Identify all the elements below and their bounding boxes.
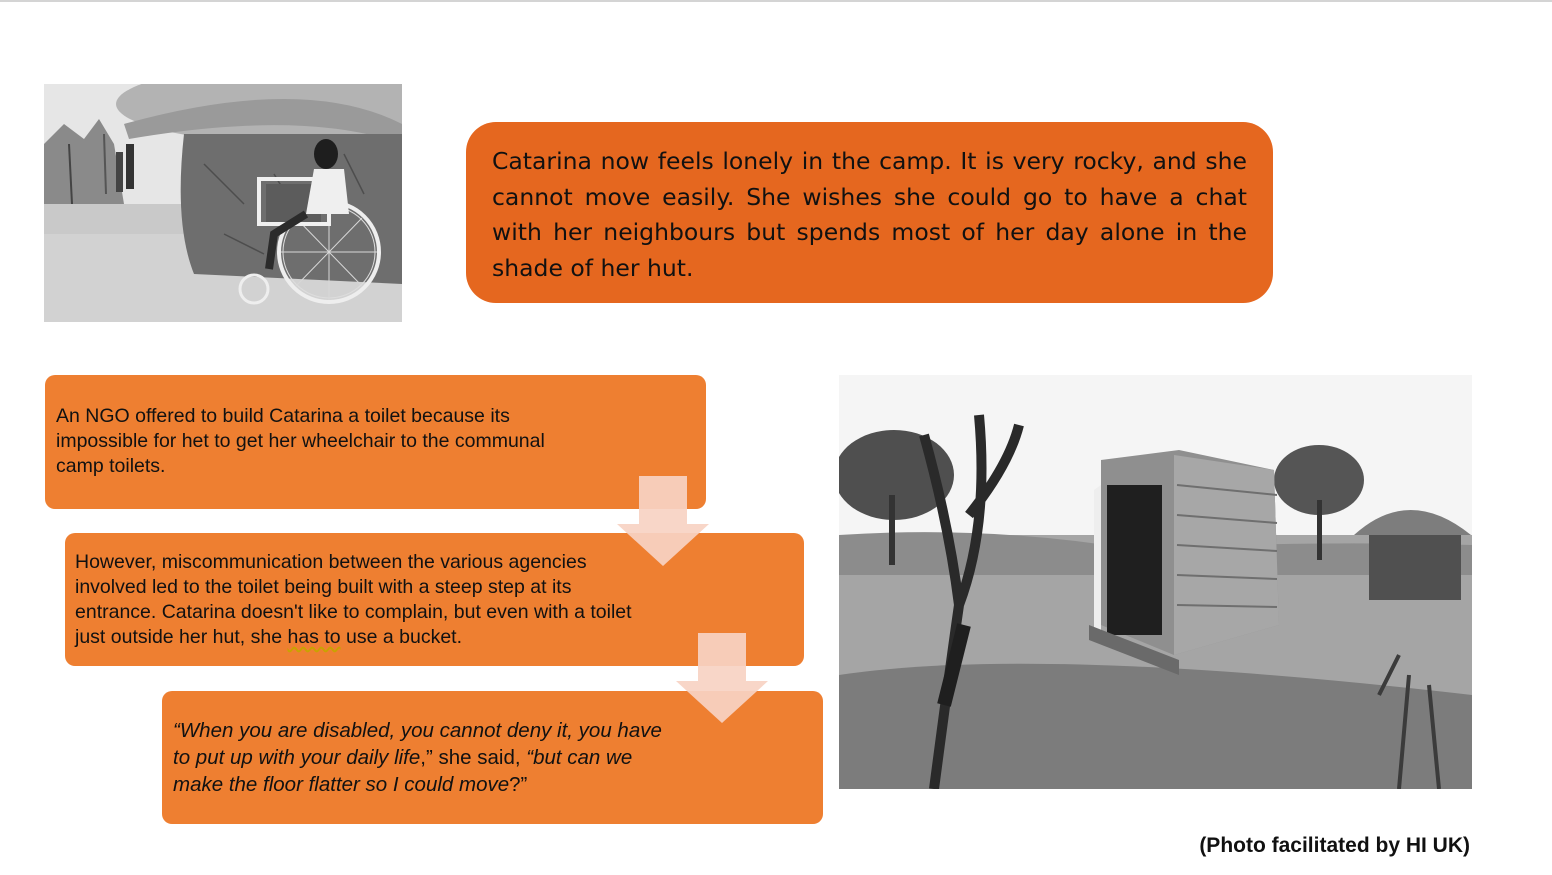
story-bubble	[466, 122, 1273, 303]
slide-top-border	[0, 0, 1552, 2]
story-text: Catarina now feels lonely in the camp. It is very rocky, and she cannot move easily. She wishes she could go to have a chat with her neighbours but spends most of her day alone in the shade of her hut.	[492, 147, 1247, 282]
quote-part-1: “When you are disabled, you cannot deny it, you have to put up with your daily life	[173, 719, 662, 769]
wheelchair-hut-photo	[44, 84, 402, 322]
miscommunication-text	[75, 550, 645, 650]
quote-attribution: ,” she said,	[420, 746, 527, 769]
process-box-ngo-offer	[45, 375, 706, 509]
photo-credit: (Photo facilitated by HI UK)	[1199, 834, 1470, 857]
flagged-word: has to	[287, 626, 341, 648]
miscommunication-text-before: However, miscommunication between the various agencies involved led to the toilet being built with a steep step at its entrance. Catarina doesn't like to complain, but even with a toilet just outside her hut, she	[75, 551, 632, 648]
down-arrow-icon	[676, 633, 768, 723]
quote-text	[173, 717, 683, 798]
miscommunication-text-after: use a bucket.	[340, 626, 463, 648]
quote-end: ?”	[509, 773, 528, 796]
ngo-offer-text: An NGO offered to build Catarina a toilet because its impossible for het to get her wheelchair to the communal camp toilets.	[56, 405, 545, 477]
quote-part-2: “but can we make the floor flatter so I could move	[173, 746, 633, 796]
down-arrow-icon	[617, 476, 709, 566]
toilet-structure-photo	[839, 375, 1472, 789]
